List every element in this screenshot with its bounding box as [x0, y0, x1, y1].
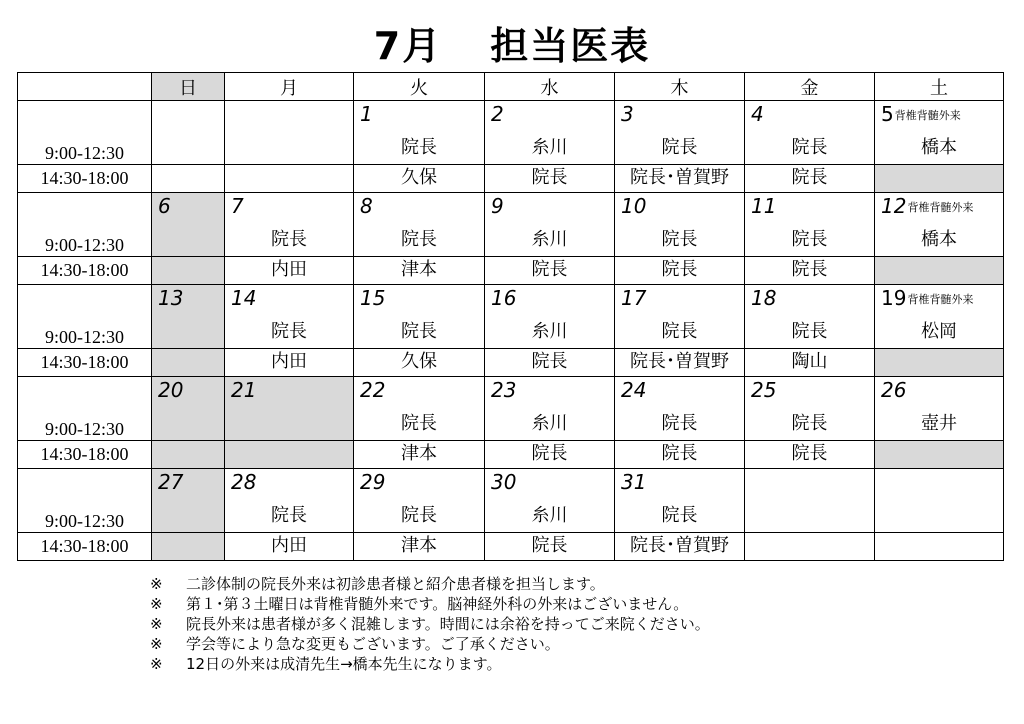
- time-label-pm: 14:30-18:00: [18, 165, 152, 193]
- doctor-name: 院長: [271, 321, 307, 342]
- note-mark: ※: [150, 615, 163, 633]
- note-mark: ※: [150, 635, 163, 653]
- pm-cell-thu: [615, 441, 745, 469]
- week-am-row: [18, 377, 1004, 441]
- pm-cell-thu: [615, 533, 745, 561]
- doctor-name: 院長: [791, 167, 828, 188]
- doctor-name: 院長: [791, 443, 828, 464]
- pm-cell-sun: [152, 257, 225, 285]
- date-number: [621, 470, 646, 494]
- am-cell-sun: [152, 377, 225, 441]
- date-number: [621, 286, 646, 310]
- date-number: [231, 286, 256, 310]
- pm-cell-thu: [615, 165, 745, 193]
- doctor-name: 糸川: [531, 321, 568, 342]
- date-number: [158, 194, 171, 218]
- pm-cell-wed: [485, 533, 615, 561]
- day-header-row: [18, 73, 1004, 101]
- pm-cell-fri: [745, 441, 875, 469]
- date-number: [881, 378, 906, 402]
- title-text: 担当医表: [490, 24, 651, 68]
- doctor-name: 院長: [791, 321, 828, 342]
- date-value: 8: [360, 194, 373, 218]
- date-number: [491, 378, 516, 402]
- am-cell-tue: [354, 469, 485, 533]
- date-number: [751, 378, 776, 402]
- doctor-name: 糸川: [531, 505, 568, 526]
- doctor-name: 院長: [271, 229, 307, 250]
- date-number: [881, 194, 973, 220]
- doctor-name: 糸川: [531, 229, 568, 250]
- doctor-name: 久保: [401, 351, 437, 372]
- title-month: 7月: [373, 24, 443, 68]
- pm-cell-wed: [485, 165, 615, 193]
- page-title: [0, 22, 1024, 70]
- notes-block: [150, 574, 710, 674]
- date-value: 3: [621, 102, 634, 126]
- note-line: [150, 654, 710, 674]
- doctor-name: 院長: [531, 351, 568, 372]
- day-header-sun: 日: [152, 73, 225, 101]
- time-label-pm: 14:30-18:00: [18, 533, 152, 561]
- doctor-name: 院長: [401, 229, 437, 250]
- doctor-name: 院長: [531, 259, 568, 280]
- am-cell-mon: [225, 377, 354, 441]
- clinic-note: 背椎背髄外来: [894, 109, 961, 122]
- doctor-name: 津本: [401, 535, 437, 556]
- pm-cell-sat: [875, 533, 1004, 561]
- date-value: 23: [491, 378, 517, 402]
- clinic-note: 背椎背髄外来: [907, 293, 974, 306]
- am-cell-wed: [485, 377, 615, 441]
- pm-cell-tue: [354, 533, 485, 561]
- doctor-name: 院長: [791, 229, 828, 250]
- pm-cell-tue: [354, 441, 485, 469]
- doctor-name: 橋本: [921, 137, 957, 158]
- date-number: [231, 378, 256, 402]
- date-number: [158, 286, 183, 310]
- date-value: 26: [881, 378, 907, 402]
- date-number: [360, 286, 385, 310]
- note-text: 院長外来は患者様が多く混雑します。時間には余裕を持ってご来院ください。: [186, 615, 710, 633]
- pm-cell-sat: [875, 257, 1004, 285]
- note-line: [150, 634, 710, 654]
- doctor-name: 院長: [661, 443, 698, 464]
- doctor-name: 院長: [401, 413, 437, 434]
- day-header-fri: 金: [745, 73, 875, 101]
- pm-cell-mon: [225, 349, 354, 377]
- doctor-name: 院長: [661, 505, 698, 526]
- pm-cell-sun: [152, 165, 225, 193]
- date-value: 15: [360, 286, 386, 310]
- day-header-wed: 水: [485, 73, 615, 101]
- doctor-name: 院長: [401, 505, 437, 526]
- date-value: 27: [158, 470, 184, 494]
- am-cell-mon: [225, 469, 354, 533]
- week-pm-row: [18, 533, 1004, 561]
- week-pm-row: [18, 349, 1004, 377]
- pm-cell-sat: [875, 441, 1004, 469]
- date-number: [158, 470, 183, 494]
- pm-cell-mon: [225, 441, 354, 469]
- pm-cell-tue: [354, 257, 485, 285]
- am-cell-sun: [152, 101, 225, 165]
- time-label-am: 9:00-12:30: [18, 101, 152, 165]
- week-pm-row: [18, 165, 1004, 193]
- pm-cell-mon: [225, 257, 354, 285]
- doctor-name: 院長: [661, 259, 698, 280]
- date-value: 13: [158, 286, 184, 310]
- pm-cell-thu: [615, 257, 745, 285]
- date-value: 9: [491, 194, 504, 218]
- am-cell-tue: [354, 101, 485, 165]
- date-value: 14: [231, 286, 257, 310]
- pm-cell-sun: [152, 349, 225, 377]
- am-cell-sun: [152, 469, 225, 533]
- date-value: 11: [751, 194, 777, 218]
- date-number: [621, 378, 646, 402]
- date-number: [231, 194, 244, 218]
- week-pm-row: [18, 441, 1004, 469]
- doctor-name: 津本: [401, 259, 437, 280]
- date-value: 18: [751, 286, 777, 310]
- date-number: [491, 102, 504, 126]
- date-number: [491, 286, 516, 310]
- date-number: [360, 194, 373, 218]
- note-line: [150, 614, 710, 634]
- doctor-name: 院長: [661, 413, 698, 434]
- date-value: 29: [360, 470, 386, 494]
- date-value: 2: [491, 102, 504, 126]
- time-label-pm: 14:30-18:00: [18, 349, 152, 377]
- time-label-am: 9:00-12:30: [18, 193, 152, 257]
- doctor-name: 院長･曽賀野: [630, 167, 729, 188]
- time-label-pm: 14:30-18:00: [18, 257, 152, 285]
- time-label-am: 9:00-12:30: [18, 377, 152, 441]
- am-cell-mon: [225, 285, 354, 349]
- date-number: [881, 102, 961, 128]
- doctor-name: 内田: [271, 535, 307, 556]
- pm-cell-wed: [485, 349, 615, 377]
- date-value: 28: [231, 470, 257, 494]
- am-cell-tue: [354, 377, 485, 441]
- date-number: [360, 378, 385, 402]
- doctor-name: 院長: [661, 229, 698, 250]
- date-number: [491, 194, 504, 218]
- am-cell-sat: [875, 469, 1004, 533]
- am-cell-sun: [152, 285, 225, 349]
- doctor-name: 糸川: [531, 413, 568, 434]
- am-cell-thu: [615, 193, 745, 257]
- note-text: 12日の外来は成清先生→橋本先生になります。: [186, 655, 502, 673]
- date-value: 22: [360, 378, 386, 402]
- day-header-thu: 木: [615, 73, 745, 101]
- doctor-name: 壺井: [921, 413, 957, 434]
- date-value: 19: [881, 286, 907, 310]
- date-number: [360, 102, 373, 126]
- am-cell-fri: [745, 193, 875, 257]
- clinic-note: 背椎背髄外来: [907, 201, 974, 214]
- note-mark: ※: [150, 655, 163, 673]
- week-am-row: [18, 101, 1004, 165]
- date-value: 25: [751, 378, 777, 402]
- week-am-row: [18, 285, 1004, 349]
- note-mark: ※: [150, 595, 163, 613]
- am-cell-fri: [745, 101, 875, 165]
- doctor-name: 院長･曽賀野: [630, 351, 729, 372]
- doctor-name: 院長: [661, 137, 698, 158]
- week-am-row: [18, 193, 1004, 257]
- doctor-name: 陶山: [791, 351, 828, 372]
- date-value: 17: [621, 286, 647, 310]
- week-pm-row: [18, 257, 1004, 285]
- date-value: 20: [158, 378, 184, 402]
- date-value: 1: [360, 102, 373, 126]
- doctor-name: 院長: [401, 321, 437, 342]
- am-cell-wed: [485, 101, 615, 165]
- am-cell-fri: [745, 469, 875, 533]
- am-cell-sun: [152, 193, 225, 257]
- date-number: [751, 102, 764, 126]
- doctor-name: 院長･曽賀野: [630, 535, 729, 556]
- doctor-name: 院長: [271, 505, 307, 526]
- schedule-body: [18, 101, 1004, 561]
- date-number: [751, 194, 776, 218]
- doctor-name: 院長: [531, 535, 568, 556]
- am-cell-tue: [354, 193, 485, 257]
- am-cell-thu: [615, 101, 745, 165]
- pm-cell-wed: [485, 441, 615, 469]
- pm-cell-sat: [875, 349, 1004, 377]
- time-label-am: 9:00-12:30: [18, 285, 152, 349]
- doctor-name: 院長: [531, 443, 568, 464]
- date-value: 12: [881, 194, 907, 218]
- am-cell-tue: [354, 285, 485, 349]
- pm-cell-mon: [225, 165, 354, 193]
- am-cell-fri: [745, 377, 875, 441]
- doctor-name: 院長: [791, 413, 828, 434]
- date-value: 4: [751, 102, 764, 126]
- pm-cell-tue: [354, 349, 485, 377]
- date-number: [621, 102, 634, 126]
- note-line: [150, 594, 710, 614]
- am-cell-thu: [615, 285, 745, 349]
- doctor-name: 院長: [791, 137, 828, 158]
- note-line: [150, 574, 710, 594]
- am-cell-mon: [225, 193, 354, 257]
- am-cell-wed: [485, 285, 615, 349]
- date-number: [158, 378, 183, 402]
- am-cell-thu: [615, 469, 745, 533]
- am-cell-wed: [485, 193, 615, 257]
- pm-cell-mon: [225, 533, 354, 561]
- am-cell-sat: [875, 101, 1004, 165]
- am-cell-thu: [615, 377, 745, 441]
- date-value: 7: [231, 194, 244, 218]
- date-number: [751, 286, 776, 310]
- doctor-name: 院長: [791, 259, 828, 280]
- date-value: 6: [158, 194, 171, 218]
- date-value: 10: [621, 194, 647, 218]
- week-am-row: [18, 469, 1004, 533]
- time-label-am: 9:00-12:30: [18, 469, 152, 533]
- pm-cell-fri: [745, 349, 875, 377]
- time-label-pm: 14:30-18:00: [18, 441, 152, 469]
- doctor-schedule-table: [17, 72, 1004, 561]
- pm-cell-wed: [485, 257, 615, 285]
- date-value: 24: [621, 378, 647, 402]
- am-cell-fri: [745, 285, 875, 349]
- doctor-name: 久保: [401, 167, 437, 188]
- doctor-name: 院長: [401, 137, 437, 158]
- doctor-name: 院長: [661, 321, 698, 342]
- pm-cell-thu: [615, 349, 745, 377]
- pm-cell-fri: [745, 165, 875, 193]
- note-mark: ※: [150, 575, 163, 593]
- date-number: [360, 470, 385, 494]
- date-number: [881, 286, 973, 312]
- doctor-name: 橋本: [921, 229, 957, 250]
- doctor-name: 内田: [271, 351, 307, 372]
- am-cell-mon: [225, 101, 354, 165]
- pm-cell-fri: [745, 533, 875, 561]
- doctor-name: 松岡: [921, 321, 957, 342]
- doctor-name: 院長: [531, 167, 568, 188]
- am-cell-sat: [875, 193, 1004, 257]
- note-text: 第１･第３土曜日は背椎背髄外来です。脳神経外科の外来はございません。: [186, 595, 689, 613]
- date-value: 31: [621, 470, 647, 494]
- doctor-name: 内田: [271, 259, 307, 280]
- day-header-tue: 火: [354, 73, 485, 101]
- date-value: 16: [491, 286, 517, 310]
- note-text: 二診体制の院長外来は初診患者様と紹介患者様を担当します。: [186, 575, 605, 593]
- date-number: [491, 470, 516, 494]
- date-number: [231, 470, 256, 494]
- am-cell-wed: [485, 469, 615, 533]
- pm-cell-sun: [152, 441, 225, 469]
- am-cell-sat: [875, 377, 1004, 441]
- date-number: [621, 194, 646, 218]
- date-value: 21: [231, 378, 257, 402]
- corner-cell: [18, 73, 152, 101]
- date-value: 5: [881, 102, 894, 126]
- doctor-name: 糸川: [531, 137, 568, 158]
- day-header-mon: 月: [225, 73, 354, 101]
- day-header-sat: 土: [875, 73, 1004, 101]
- pm-cell-sun: [152, 533, 225, 561]
- pm-cell-fri: [745, 257, 875, 285]
- pm-cell-tue: [354, 165, 485, 193]
- note-text: 学会等により急な変更もございます。ご了承ください。: [186, 635, 560, 653]
- pm-cell-sat: [875, 165, 1004, 193]
- date-value: 30: [491, 470, 517, 494]
- doctor-name: 津本: [401, 443, 437, 464]
- am-cell-sat: [875, 285, 1004, 349]
